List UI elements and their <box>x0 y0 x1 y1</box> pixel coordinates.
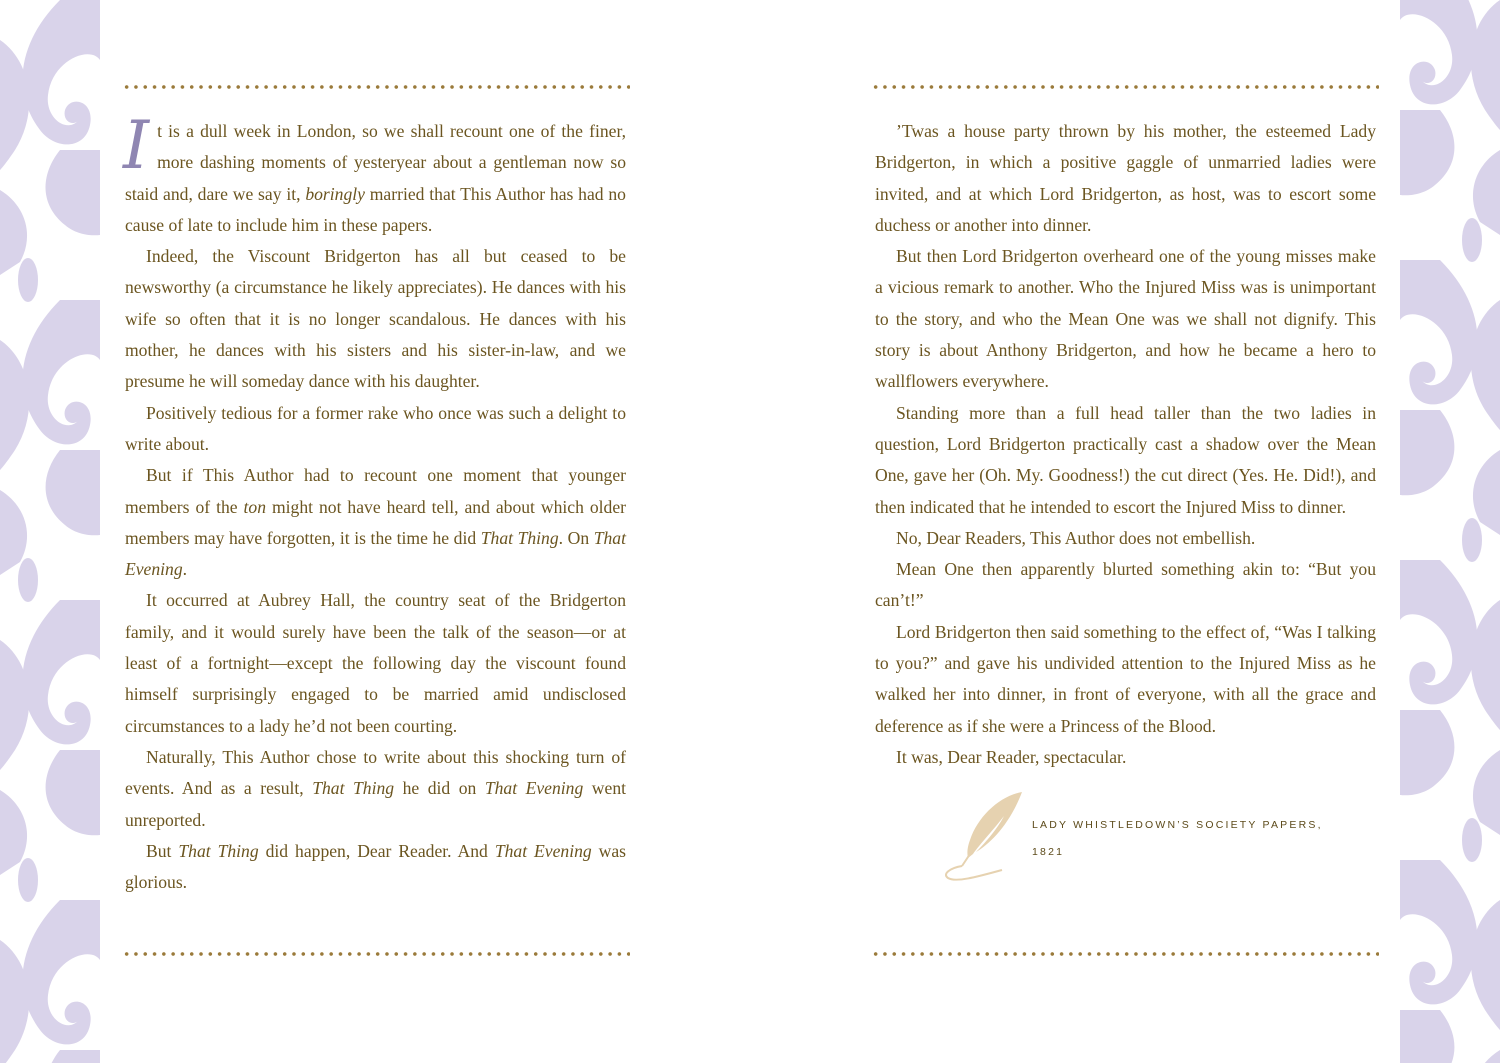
italic-phrase: ton <box>243 496 267 517</box>
signature-line-2: 1821 <box>1032 846 1065 858</box>
paragraph: Lord Bridgerton then said something to the effect of, “Was I talking to you?” and gave his undivided attention to the Injured Miss as he walked her into dinner, in front of everyone, with all the grace and deference as if she were a Princess of the Blood. <box>875 621 1376 736</box>
paragraph: ’Twas a house party thrown by his mother, the esteemed Lady Bridgerton, in which a positive gaggle of unmarried ladies were invited, and at which Lord Bridgerton, as host, was to escort some duchess or another into dinner. <box>875 121 1376 235</box>
paragraph: It was, Dear Reader, spectacular. <box>896 746 1127 767</box>
paragraph: It occurred at Aubrey Hall, the country seat of the Bridgerton family, and it would surely have been the talk of the season—or at least of a fortnight—except the following day the viscount found himself surprisingly engaged to be married amid undisclosed circumstances to a lady he’d not been courting. <box>125 590 626 736</box>
paragraph: But if This Author had to recount one moment that younger members of the ton might not have heard tell, and about which older members may have forgotten, it is the time he did That Thing. On That Evening. <box>125 465 626 580</box>
italic-phrase: That Evening <box>494 840 592 861</box>
signature-text <box>1032 812 1323 866</box>
damask-ornament-icon <box>1400 0 1500 1063</box>
paragraph: No, Dear Readers, This Author does not embellish. <box>896 527 1256 548</box>
paragraph: Positively tedious for a former rake who once was such a delight to write about. <box>125 402 626 454</box>
signature-block <box>940 788 1380 888</box>
signature-line-1: LADY WHISTLEDOWN’S SOCIETY PAPERS, <box>1032 819 1323 831</box>
dotted-rule-left-top <box>122 84 630 90</box>
damask-border-right <box>1400 0 1500 1063</box>
italic-phrase: That Thing <box>312 778 395 799</box>
italic-phrase: That Evening <box>484 778 584 799</box>
paragraph: Mean One then apparently blurted something akin to: “But you can’t!” <box>875 559 1376 611</box>
damask-border-left <box>0 0 100 1063</box>
dotted-rule-left-bottom <box>122 951 630 957</box>
italic-phrase: boringly <box>305 183 365 204</box>
italic-phrase: That Evening <box>125 527 626 580</box>
quill-pen-icon <box>940 788 1030 883</box>
damask-ornament-icon <box>0 0 100 1063</box>
right-page-text <box>875 116 1376 773</box>
italic-phrase: That Thing <box>178 840 259 861</box>
paragraph: Indeed, the Viscount Bridgerton has all but ceased to be newsworthy (a circumstance he likely appreciates). He dances with his wife so often that it is no longer scandalous. He dances with his mother, he dances with his sisters and his sister-in-law, and we presume he will someday dance with his daughter. <box>125 246 626 392</box>
paragraph: But then Lord Bridgerton overheard one of the young misses make a vicious remark to another. Who the Injured Miss was is unimportant to the story, and who the Mean One was we shall not dignify. This story is about Anthony Bridgerton, and how he became a hero to wallflowers everywhere. <box>875 246 1376 392</box>
left-paragraphs <box>123 107 626 898</box>
dotted-rule-right-bottom <box>871 951 1379 957</box>
right-paragraphs <box>875 116 1376 773</box>
paragraph: t is a dull week in London, so we shall recount one of the finer, more dashing moments of yesteryear about a gentleman now so staid and, dare we say it, boringly married that This Author has had no cause of late to include him in these papers. <box>125 121 626 235</box>
paragraph: Standing more than a full head taller than the two ladies in question, Lord Bridgerton practically cast a shadow over the Mean One, gave her (Oh. My. Goodness!) the cut direct (Yes. He. Did!), and then indicated that he intended to escort the Injured Miss to dinner. <box>875 402 1376 517</box>
left-page-text <box>123 107 626 898</box>
paragraph: Naturally, This Author chose to write about this shocking turn of events. And as a result, That Thing he did on That Evening went unreported. <box>125 746 626 830</box>
drop-cap: I <box>123 107 150 184</box>
italic-phrase: That Thing <box>480 527 559 548</box>
paragraph: But That Thing did happen, Dear Reader. And That Evening was glorious. <box>125 840 626 893</box>
dotted-rule-right-top <box>871 84 1379 90</box>
